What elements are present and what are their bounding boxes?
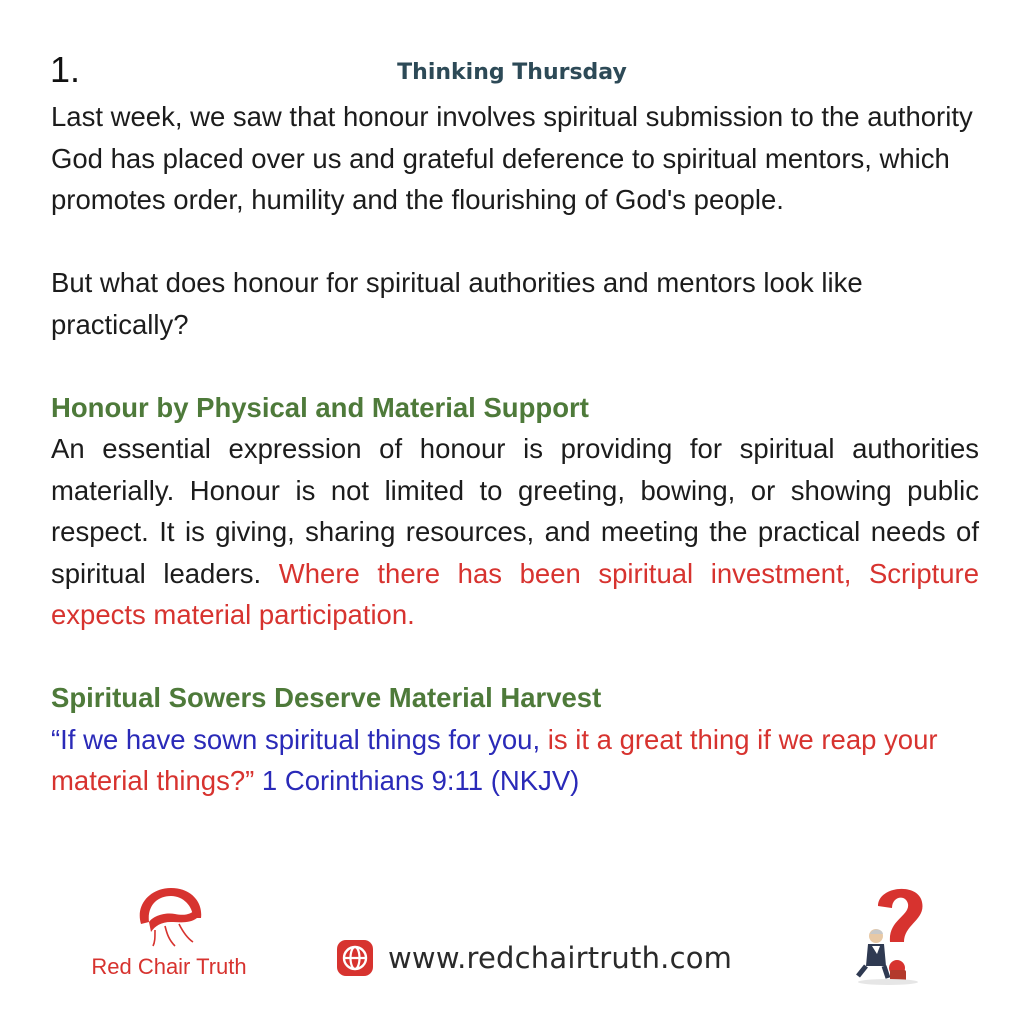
globe-icon [336, 939, 374, 977]
section-heading-material-support: Honour by Physical and Material Support [51, 391, 589, 423]
question-paragraph: But what does honour for spiritual authorities and mentors look like practically? [51, 267, 863, 340]
scripture-reference: 1 Corinthians 9:11 (NKJV) [254, 765, 580, 796]
scripture-quote [51, 719, 979, 802]
quote-part-2: is it a great thing if we reap your material things?” [51, 723, 938, 796]
intro-paragraph: Last week, we saw that honour involves spiritual submission to the authority God has placed over us and grateful deference to spiritual mentors, which promotes order, humility and the flourishing of God's people. [51, 101, 973, 215]
brand-name: Red Chair Truth [91, 954, 247, 979]
article-body [51, 96, 979, 802]
spacer [51, 345, 979, 387]
section-body-material-support [51, 428, 979, 636]
quote-part-1: “If we have sown spiritual things for you, [51, 723, 548, 755]
highlighted-statement: Where there has been spiritual investment, Scripture expects material participation. [51, 557, 979, 630]
website-url[interactable]: www.redchairtruth.com [388, 941, 733, 975]
section-heading-sowers: Spiritual Sowers Deserve Material Harvest [51, 682, 602, 713]
red-chair-logo-icon [131, 884, 207, 948]
page-number: 1. [50, 49, 81, 90]
section-body-text: An essential expression of honour is providing for spiritual authorities materially. Honour is not limited to greeting, bowing, or showing public respect. It is giving, sharing resources, and meeting the practical needs of spiritual leaders. [51, 433, 979, 589]
website-link[interactable] [336, 936, 732, 980]
brand-logo [74, 884, 264, 984]
question-mark-figure-icon [848, 876, 938, 986]
spacer [51, 636, 979, 678]
series-title: Thinking Thursday [397, 60, 627, 85]
spacer [51, 221, 979, 263]
